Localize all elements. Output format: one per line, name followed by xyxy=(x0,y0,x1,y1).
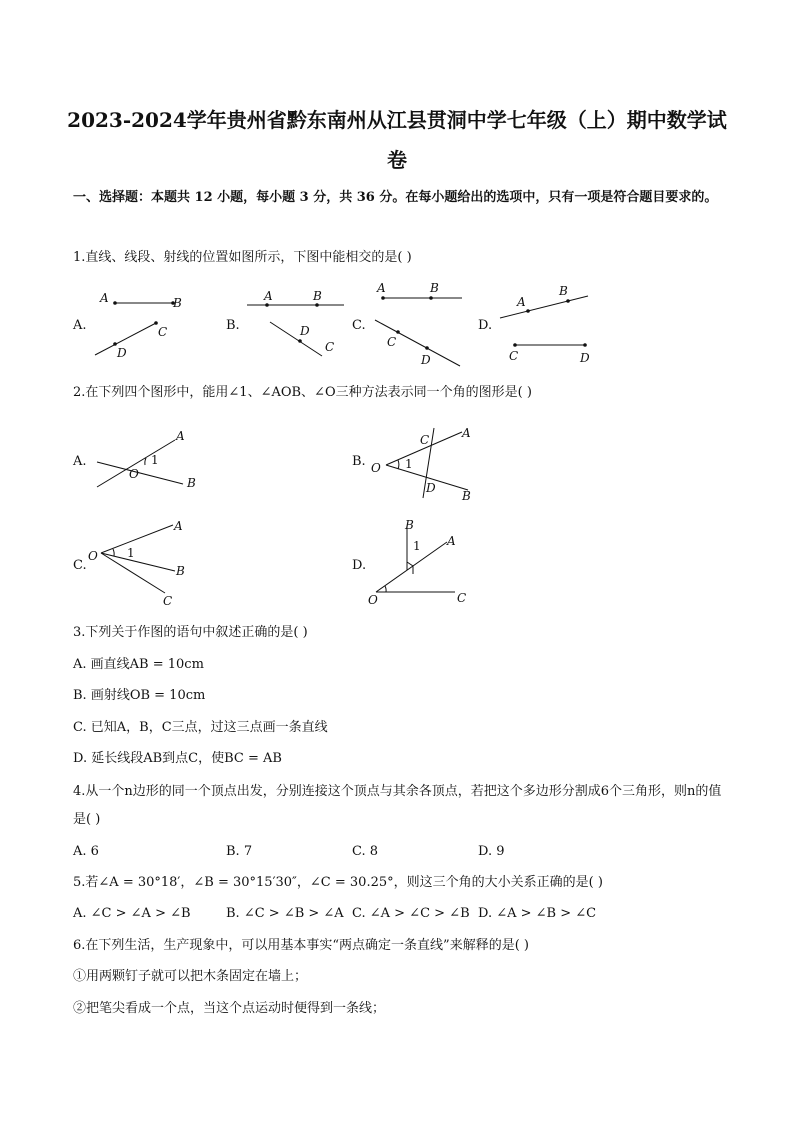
q3-option-a: A. 画直线AB = 10cm xyxy=(73,657,204,672)
line-ab xyxy=(500,296,588,318)
label-a: A xyxy=(100,291,109,305)
label-o: O xyxy=(371,461,381,475)
label-c: C xyxy=(420,433,430,447)
q2-option-d-label: D. xyxy=(352,558,367,573)
q2-option-c-label: C. xyxy=(73,558,87,573)
label-o: O xyxy=(368,593,378,607)
point-a xyxy=(381,296,385,300)
q2-option-b-label: B. xyxy=(352,454,366,469)
q5-option-a: A. ∠C > ∠A > ∠B xyxy=(73,906,191,921)
label-1: 1 xyxy=(413,539,421,553)
label-b: B xyxy=(313,289,322,303)
point-d xyxy=(298,339,302,343)
label-c: C xyxy=(158,325,168,339)
label-b: B xyxy=(559,284,568,298)
q3-option-b: B. 画射线OB = 10cm xyxy=(73,688,206,703)
point-a xyxy=(526,309,530,313)
ray-ob xyxy=(101,553,175,571)
label-c: C xyxy=(509,349,519,363)
label-a: A xyxy=(447,534,456,548)
label-o: O xyxy=(88,549,98,563)
q1-option-a-label: A. xyxy=(73,318,87,333)
question-5-stem: 5.若∠A = 30°18′，∠B = 30°15′30″，∠C = 30.25°，则这三个角的大小关系正确的是( ) xyxy=(73,875,603,890)
point-d xyxy=(583,343,587,347)
label-d: D xyxy=(117,346,127,360)
angle-1-arc xyxy=(398,460,399,469)
q1-figure-c xyxy=(365,280,475,370)
label-b: B xyxy=(187,476,196,490)
segment-dc xyxy=(270,322,322,356)
label-b: B xyxy=(176,564,185,578)
q2-figure-a xyxy=(85,420,205,495)
page-title: 2023-2024学年贵州省黔东南州从江县贯洞中学七年级（上）期中数学试卷 xyxy=(67,108,727,172)
label-a: A xyxy=(176,429,185,443)
q4-option-a: A. 6 xyxy=(73,844,99,859)
label-a: A xyxy=(377,281,386,295)
label-c: C xyxy=(325,340,335,354)
point-c xyxy=(513,343,517,347)
question-6-stem: 6.在下列生活，生产现象中，可以用基本事实“两点确定一条直线”来解释的是( ) xyxy=(73,938,529,953)
label-b: B xyxy=(462,489,471,503)
label-a: A xyxy=(174,519,183,533)
label-1: 1 xyxy=(405,457,413,471)
q5-option-c: C. ∠A > ∠C > ∠B xyxy=(352,906,470,921)
label-c: C xyxy=(163,594,173,608)
q6-item-1: ①用两颗钉子就可以把木条固定在墙上； xyxy=(73,969,308,984)
q2-option-a-label: A. xyxy=(73,454,87,469)
q3-option-d: D. 延长线段AB到点C，使BC = AB xyxy=(73,751,282,766)
q1-option-b-label: B. xyxy=(226,318,240,333)
point-d xyxy=(425,346,429,350)
q1-figure-d xyxy=(495,280,595,370)
q2-figure-d xyxy=(365,512,485,612)
q1-option-c-label: C. xyxy=(352,318,366,333)
q1-figure-a xyxy=(85,285,195,360)
point-b xyxy=(429,296,433,300)
label-a: A xyxy=(462,426,471,440)
q1-option-d-label: D. xyxy=(478,318,493,333)
label-o: O xyxy=(129,467,139,481)
question-4-stem: 4.从一个n边形的同一个顶点出发，分别连接这个顶点与其余各顶点，若把这个多边形分割成6个三角形，则n的值是( ) xyxy=(73,784,722,827)
label-b: B xyxy=(405,518,414,532)
q5-option-b: B. ∠C > ∠B > ∠A xyxy=(226,906,344,921)
label-b: B xyxy=(173,296,182,310)
q4-option-c: C. 8 xyxy=(352,844,379,859)
label-d: D xyxy=(300,324,310,338)
angle-1-arc xyxy=(113,549,114,556)
question-3-stem: 3.下列关于作图的语句中叙述正确的是( ) xyxy=(73,625,308,640)
ray-oa xyxy=(101,525,173,553)
label-a: A xyxy=(517,295,526,309)
section-heading: 一、选择题：本题共 12 小题，每小题 3 分，共 36 分。在每小题给出的选项中，只有一项是符合题目要求的。 xyxy=(73,190,718,205)
q5-option-d: D. ∠A > ∠B > ∠C xyxy=(478,906,597,921)
question-1-stem: 1.直线、线段、射线的位置如图所示，下图中能相交的是( ) xyxy=(73,250,412,265)
point-b xyxy=(315,303,319,307)
angle-1-arc xyxy=(145,458,146,465)
q2-figure-b xyxy=(368,420,488,505)
label-c: C xyxy=(387,335,397,349)
label-1: 1 xyxy=(127,546,135,560)
ray-oa xyxy=(376,542,447,592)
label-d: D xyxy=(426,481,436,495)
q4-option-d: D. 9 xyxy=(478,844,505,859)
label-d: D xyxy=(580,351,590,365)
label-a: A xyxy=(264,289,273,303)
angle-o-arc xyxy=(385,586,386,592)
q4-option-b: B. 7 xyxy=(226,844,253,859)
line-ob xyxy=(97,462,183,484)
point-a xyxy=(265,303,269,307)
q6-item-2: ②把笔尖看成一个点，当这个点运动时便得到一条线； xyxy=(73,1001,386,1016)
label-c: C xyxy=(457,591,467,605)
label-d: D xyxy=(421,353,431,367)
question-2-stem: 2.在下列四个图形中，能用∠1、∠AOB、∠O三种方法表示同一个角的图形是( ) xyxy=(73,385,532,400)
point-c xyxy=(396,330,400,334)
point-b xyxy=(566,299,570,303)
point-a xyxy=(113,301,117,305)
q3-option-c: C. 已知A，B，C三点，过这三点画一条直线 xyxy=(73,720,328,735)
label-1: 1 xyxy=(151,453,159,467)
q1-figure-b xyxy=(240,285,350,360)
q2-figure-c xyxy=(85,515,195,608)
label-b: B xyxy=(430,281,439,295)
